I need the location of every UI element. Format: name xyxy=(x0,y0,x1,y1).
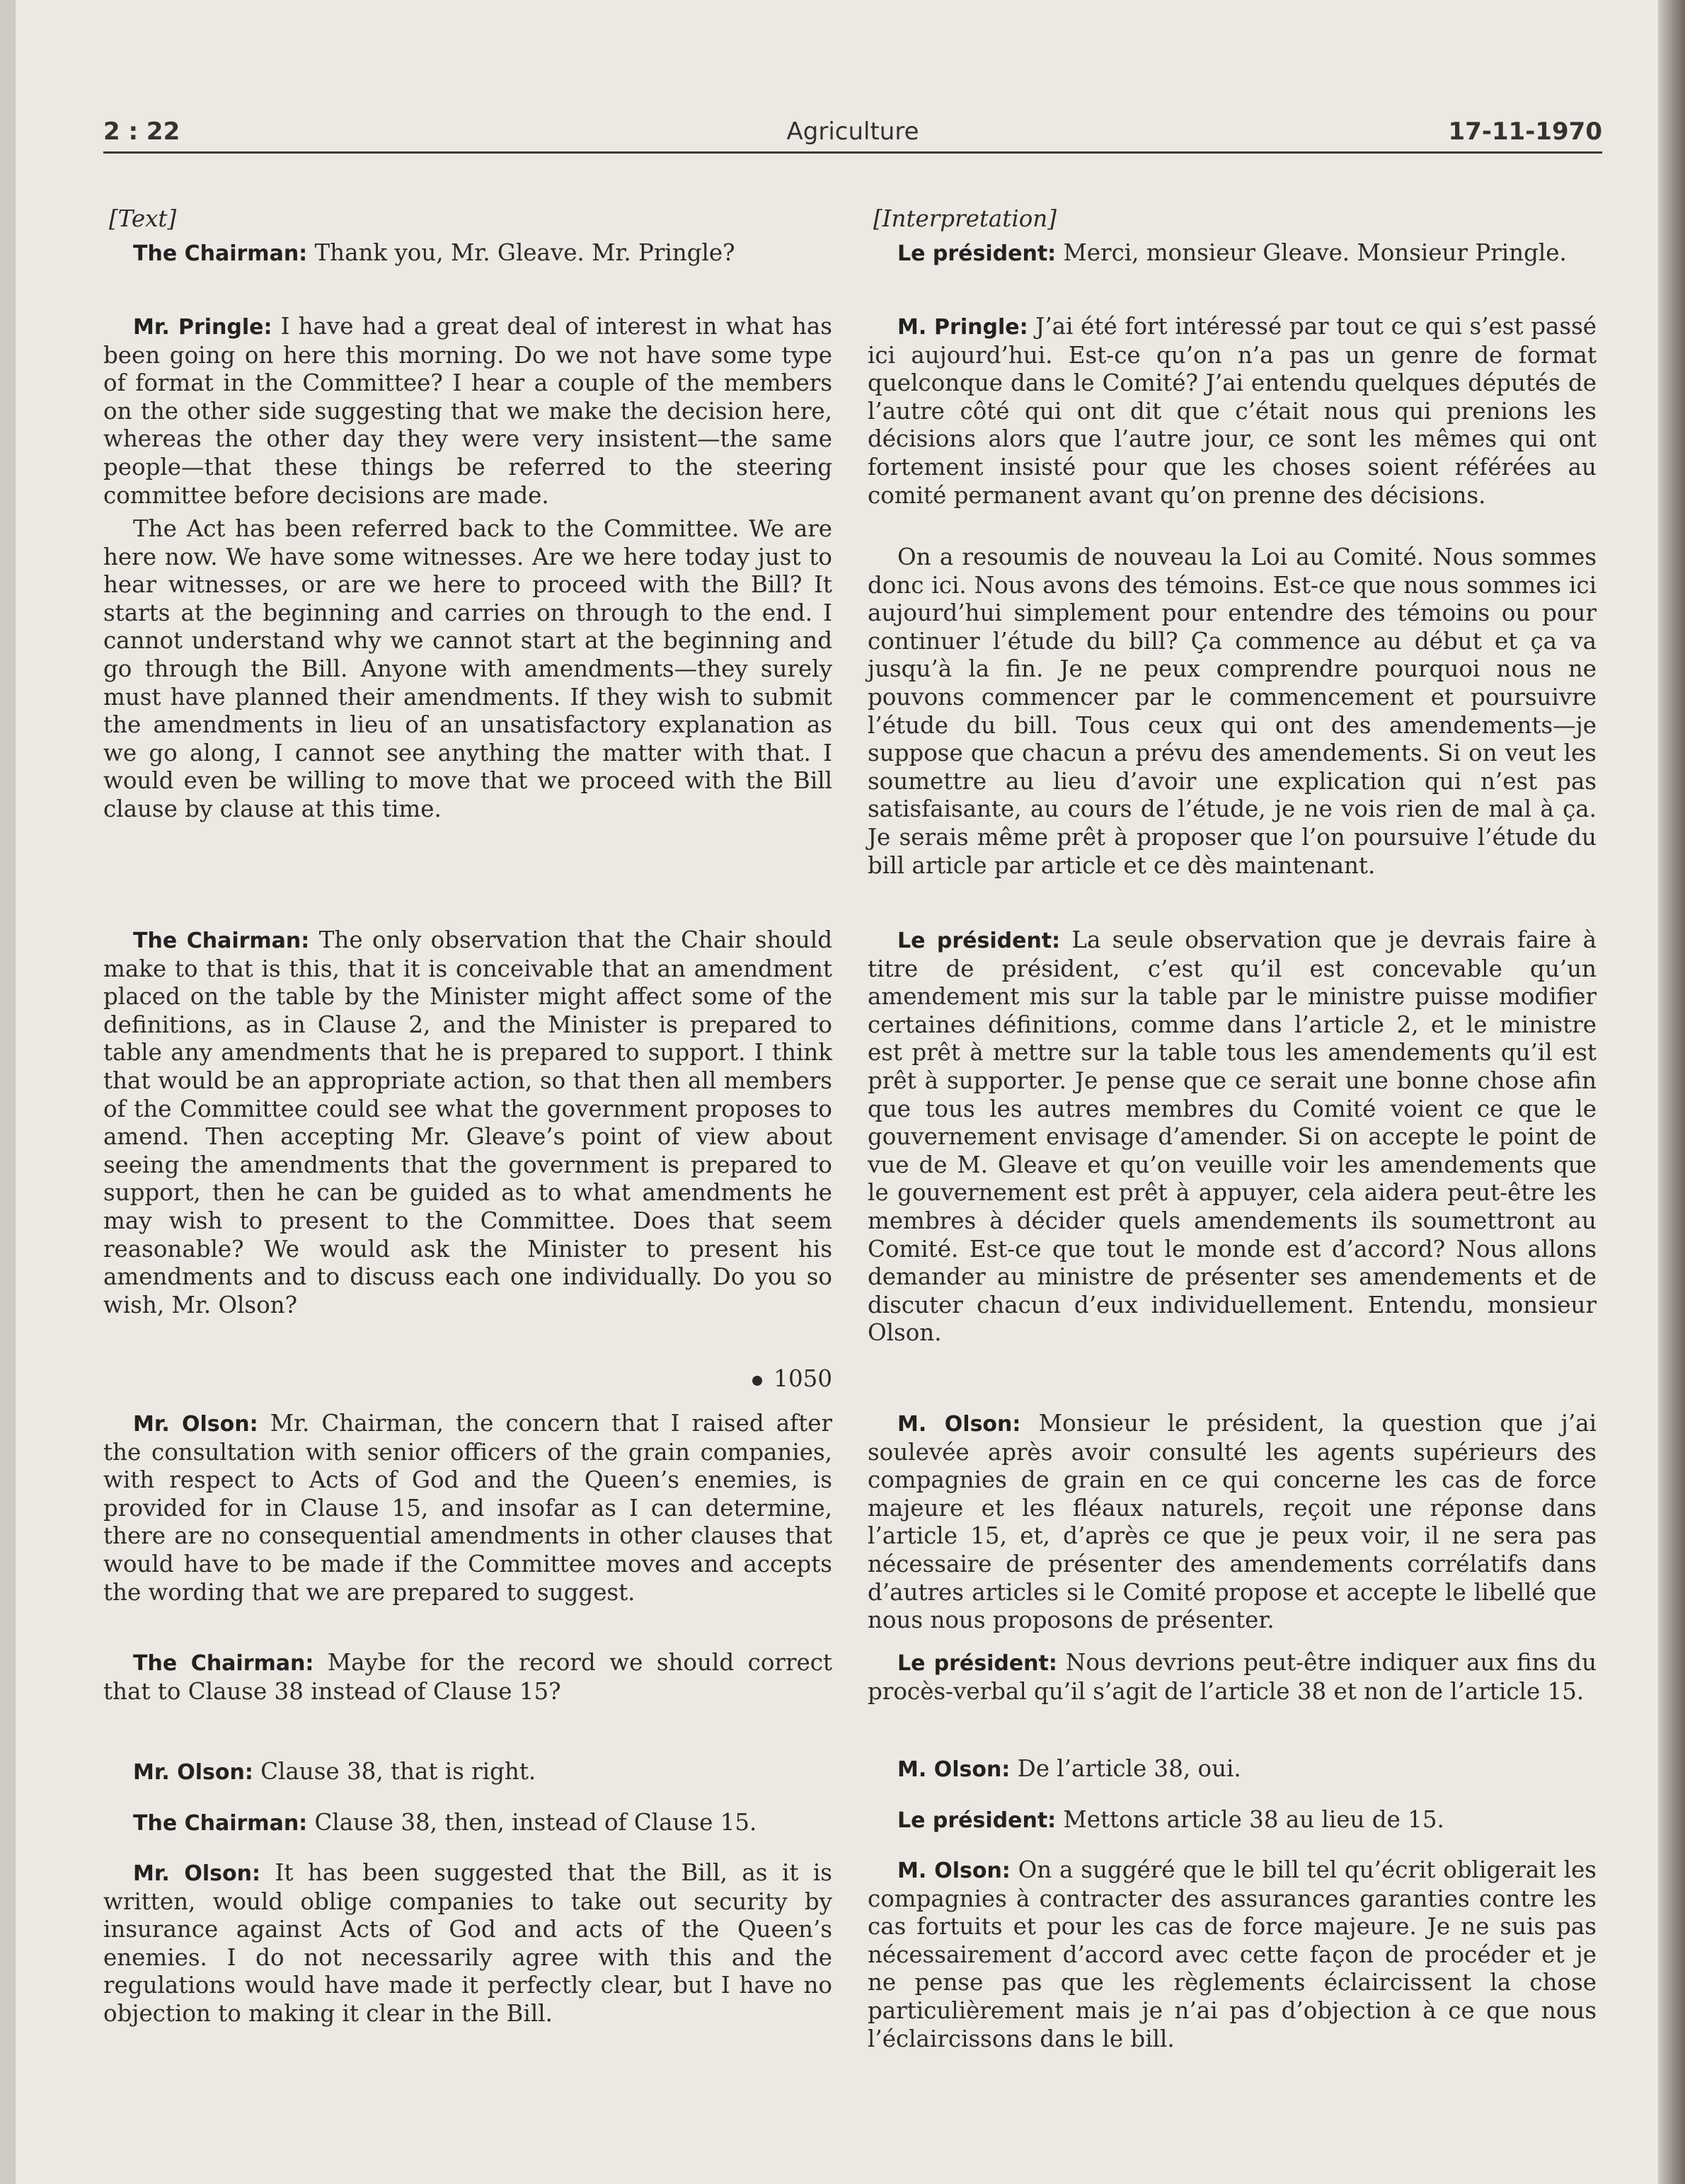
speaker-name: Le président: xyxy=(897,241,1057,266)
speaker-name: Mr. Olson: xyxy=(133,1412,258,1437)
running-header xyxy=(103,117,1602,154)
speaker-name: The Chairman: xyxy=(133,1811,308,1836)
paragraph-en-3 xyxy=(103,515,832,824)
time-marker-text: 1050 xyxy=(774,1365,832,1392)
binding-edge-right xyxy=(1658,0,1685,2184)
speaker-name: Le président: xyxy=(897,929,1061,953)
speaker-name: M. Olson: xyxy=(897,1757,1011,1782)
paragraph-en-1 xyxy=(103,239,832,268)
paragraph-fr-5 xyxy=(868,1410,1597,1635)
speaker-name: The Chairman: xyxy=(133,241,308,266)
header-date: 17-11-1970 xyxy=(1448,117,1602,146)
speaker-name: M. Pringle: xyxy=(897,315,1028,340)
speech-text: I have had a great deal of interest in what has been going on here this morning. Do we not have some type of format in the Committee? I hear a couple of the members on the other side suggesting that we make the decision here, whereas the other day they were very insistent—the same people—that these things be referred to the steering committee before decisions are made. xyxy=(103,313,832,509)
speaker-name: Mr. Olson: xyxy=(133,1861,260,1886)
paragraph-en-6 xyxy=(103,1649,832,1706)
speaker-name: Mr. Pringle: xyxy=(133,315,272,340)
speech-text: The Act has been referred back to the Committee. We are here now. We have some witnesses. Are we here today just to hear witnesses, or are we here to proceed with the Bill? It starts at the beginning and carries on through to the end. I cannot understand why we cannot start at the beginning and go through the Bill. Anyone with amendments—they surely must have planned their amendments. If they wish to submit the amendments in lieu of an unsatisfactory explanation as we go along, I cannot see anything the matter with that. I would even be willing to move that we proceed with the Bill clause by clause at this time. xyxy=(103,515,832,822)
speech-text: On a resoumis de nouveau la Loi au Comité. Nous sommes donc ici. Nous avons des témoins. Est-ce que nous sommes ici aujourd’hui simplement pour entendre des témoins ou pour continuer l’étude du bill? Ça commence au début et ça va jusqu’à la fin. Je ne peux comprendre pourquoi nous ne pouvons commencer par le commencement et poursuivre l’étude du bill. Tous ceux qui ont des amendements—je suppose que chacun a prévu des amendements. Si on veut les soumettre au lieu d’avoir une explication qui n’est pas satisfaisante, au cours de l’étude, je ne vois rien de mal à ça. Je serais même prêt à proposer que l’on poursuive l’étude du bill article par article et ce dès maintenant. xyxy=(868,544,1597,879)
speaker-name: Le président: xyxy=(897,1808,1057,1833)
bullet-icon xyxy=(752,1376,762,1386)
paragraph-en-4 xyxy=(103,926,832,1319)
interpretation-label: [Interpretation] xyxy=(873,205,1057,232)
paragraph-fr-7 xyxy=(868,1755,1597,1784)
speech-text: Clause 38, that is right. xyxy=(253,1758,536,1785)
paragraph-fr-1 xyxy=(868,239,1597,268)
paragraph-fr-4 xyxy=(868,926,1597,1347)
speech-text: Nous devrions peut-être indiquer aux fins du procès-verbal qu’il s’agit de l’article 38 et non de l’article 15. xyxy=(868,1649,1597,1705)
binding-edge-left xyxy=(0,0,16,2184)
speech-text: De l’article 38, oui. xyxy=(1010,1755,1241,1782)
speaker-name: M. Olson: xyxy=(897,1412,1021,1437)
paragraph-fr-3 xyxy=(868,544,1597,880)
speaker-name: Mr. Olson: xyxy=(133,1760,253,1785)
speech-text: Clause 38, then, instead of Clause 15. xyxy=(307,1809,757,1836)
paragraph-en-7 xyxy=(103,1758,832,1787)
speaker-name: M. Olson: xyxy=(897,1858,1011,1883)
section-title: Agriculture xyxy=(786,117,919,146)
speech-text: The only observation that the Chair should make to that is this, that it is conceivable that an amendment placed on the table by the Minister might affect some of the definitions, as in Clause 2, and the Minister is prepared to table any amendments that he is prepared to support. I think that would be an appropriate action, so that then all members of the Committee could see what the government proposes to amend. Then accepting Mr. Gleave’s point of view about seeing the amendments that the government is prepared to support, then he can be guided as to what amendments he may wish to present to the Committee. Does that seem reasonable? We would ask the Minister to present his amendments and to discuss each one individually. Do you so wish, Mr. Olson? xyxy=(103,926,833,1318)
speech-text: Mr. Chairman, the concern that I raised after the consultation with senior officers of the grain companies, with respect to Acts of God and the Queen’s enemies, is provided for in Clause 15, and insofar as I can determine, there are no consequential amendments in other clauses that would have to be made if the Committee moves and accepts the wording that we are prepared to suggest. xyxy=(103,1410,832,1606)
speech-text: Monsieur le président, la question que j’ai soulevée après avoir consulté les agents supérieurs des compagnies de grain en ce qui concerne les cas de force majeure et les fléaux naturels, reçoit une réponse dans l’article 15, et, d’après ce que je peux voir, il ne sera pas nécessaire de présenter des amendements corrélatifs dans d’autres articles si le Comité propose et accepte le libellé que nous nous proposons de présenter. xyxy=(868,1410,1597,1634)
paragraph-fr-6 xyxy=(868,1649,1597,1706)
speech-text: Merci, monsieur Gleave. Monsieur Pringle. xyxy=(1056,239,1567,266)
speech-text: On a suggéré que le bill tel qu’écrit obligerait les compagnies à contracter des assurances garanties contre les cas fortuits et pour les cas de force majeure. Je ne suis pas nécessairement d’accord avec cette façon de procéder et je ne pense pas que les règlements éclaircissent la chose particulièrement mais je n’ai pas d’objection à ce que nous l’éclaircissons dans le bill. xyxy=(868,1856,1597,2052)
time-marker xyxy=(752,1364,832,1393)
speaker-name: The Chairman: xyxy=(133,1651,314,1676)
page-number: 2 : 22 xyxy=(103,117,180,146)
speaker-name: The Chairman: xyxy=(133,929,310,953)
paragraph-en-5 xyxy=(103,1410,832,1607)
speech-text: Maybe for the record we should correct that to Clause 38 instead of Clause 15? xyxy=(103,1649,832,1705)
speech-text: It has been suggested that the Bill, as it is written, would oblige companies to take out security by insurance against Acts of God and acts of the Queen’s enemies. I do not necessarily agree with this and the regulations would have made it perfectly clear, but I have no objection to making it clear in the Bill. xyxy=(103,1859,832,2027)
text-label: [Text] xyxy=(109,205,177,232)
paragraph-fr-9 xyxy=(868,1856,1597,2053)
speech-text: Mettons article 38 au lieu de 15. xyxy=(1056,1806,1444,1833)
paragraph-en-2 xyxy=(103,313,832,510)
paragraph-fr-2 xyxy=(868,313,1597,510)
speaker-name: Le président: xyxy=(897,1651,1057,1676)
paragraph-en-9 xyxy=(103,1859,832,2028)
paragraph-fr-8 xyxy=(868,1806,1597,1835)
speech-text: Thank you, Mr. Gleave. Mr. Pringle? xyxy=(307,239,735,266)
paragraph-en-8 xyxy=(103,1809,832,1838)
speech-text: J’ai été fort intéressé par tout ce qui s’est passé ici aujourd’hui. Est-ce qu’on n’a pas un genre de format quelconque dans le Comité? J’ai entendu quelques députés de l’autre côté qui ont dit que c’était nous qui prenions les décisions alors que l’autre jour, ce sont les mêmes qui ont fortement insisté pour que les choses soient référées au comité permanent avant qu’on prenne des décisions. xyxy=(868,313,1597,509)
speech-text: La seule observation que je devrais faire à titre de président, c’est qu’il est concevable qu’un amendement mis sur la table par le ministre puisse modifier certaines définitions, comme dans l’article 2, et le ministre est prêt à mettre sur la table tous les amendements qu’il est prêt à supporter. Je pense que ce serait une bonne chose afin que tous les autres membres du Comité voient ce que le gouvernement envisage d’amender. Si on accepte le point de vue de M. Gleave et qu’on veuille voir les amendements que le gouvernement est prêt à appuyer, cela aidera peut-être les membres à décider quels amendements ils soumettront au Comité. Est-ce que tout le monde est d’accord? Nous allons demander au ministre de présenter ses amendements et de discuter chacun d’eux individuellement. Entendu, monsieur Olson. xyxy=(868,926,1597,1347)
